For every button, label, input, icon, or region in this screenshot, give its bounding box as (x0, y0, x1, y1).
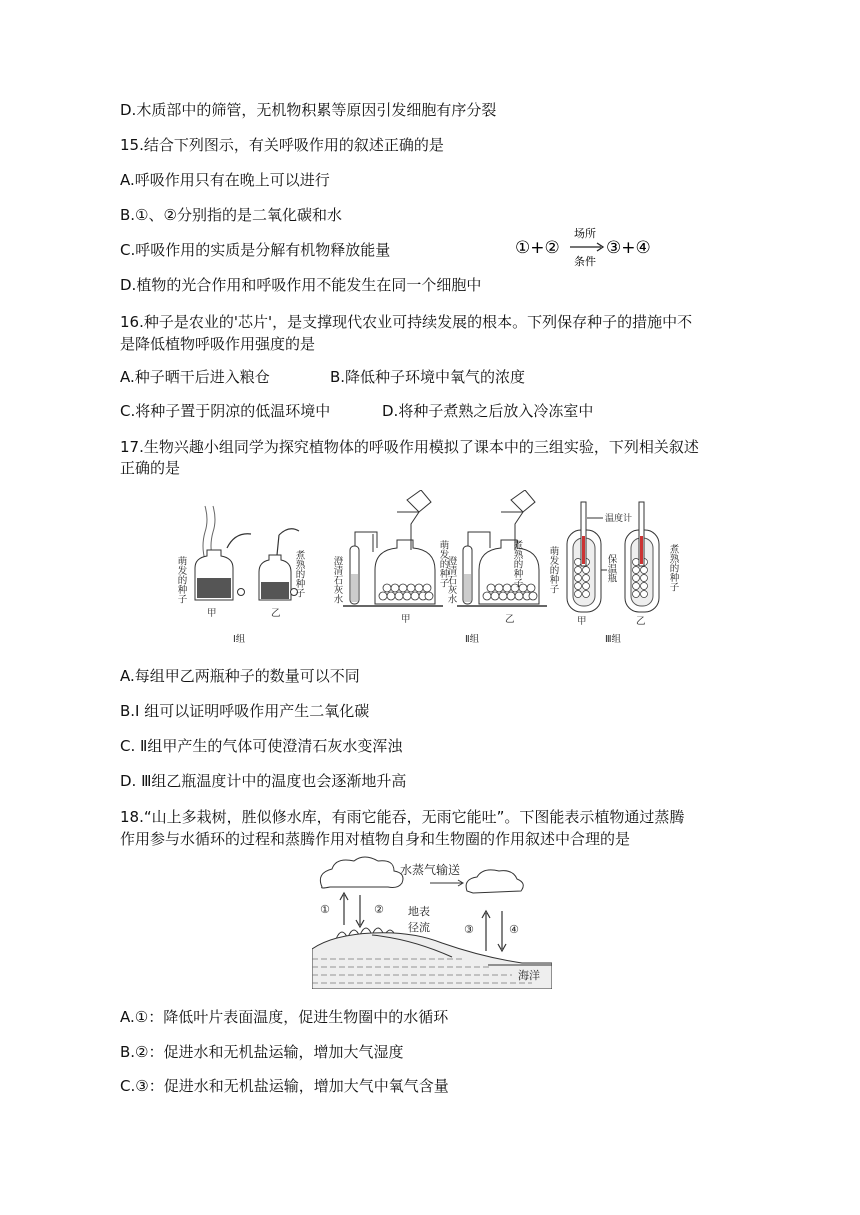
q15-option-c: C.呼吸作用的实质是分解有机物释放能量 (120, 241, 391, 259)
q14-option-d: D.木质部中的筛管，无机物积累等原因引发细胞有序分裂 (120, 101, 497, 119)
g3-label-yi: 乙 (636, 616, 646, 627)
g1-label-jia: 甲 (207, 608, 217, 619)
g2j-label-sprouting: 萌发的种子 (437, 540, 449, 588)
group1-setup (176, 506, 306, 645)
label-n4: ④ (509, 923, 519, 936)
q17-option-c: C. Ⅱ组甲产生的气体可使澄清石灰水变浑浊 (120, 737, 403, 755)
q16-option-d: D.将种子煮熟之后放入冷冻室中 (382, 402, 594, 420)
q15-option-a: A.呼吸作用只有在晚上可以进行 (120, 171, 330, 189)
g2y-label-yi: 乙 (505, 614, 515, 625)
label-vapor: 水蒸气输送 (400, 863, 461, 877)
g3-label-thermometer: 温度计 (605, 514, 633, 524)
q18-option-b: B.②：促进水和无机盐运输，增加大气湿度 (120, 1043, 404, 1061)
g1-label-boiled: 煮熟的种子 (293, 550, 305, 598)
formula-left: ①+② (515, 238, 560, 258)
group3-setup (548, 502, 680, 645)
group1-label: Ⅰ组 (233, 634, 246, 645)
label-runoff-1: 地表 (408, 905, 430, 918)
q15-option-d: D.植物的光合作用和呼吸作用不能发生在同一个细胞中 (120, 276, 482, 294)
formula-right: ③+④ (606, 238, 651, 258)
q17-option-b: B.I 组可以证明呼吸作用产生二氧化碳 (120, 702, 370, 720)
q16-option-a: A.种子晒干后进入粮仓 (120, 368, 270, 386)
g3-label-thermos: 保温瓶 (605, 554, 617, 583)
label-runoff-2: 径流 (408, 921, 430, 934)
label-n3: ③ (464, 923, 474, 936)
q15-stem: 15.结合下列图示，有关呼吸作用的叙述正确的是 (120, 136, 444, 154)
g2y-label-limewater: 澄清石灰水 (445, 556, 457, 604)
g3-label-jia: 甲 (577, 616, 587, 627)
g3-label-boiled: 煮熟的种子 (667, 544, 679, 592)
group3-label: Ⅲ组 (605, 634, 622, 645)
water-cycle-figure (312, 853, 552, 989)
g3-label-sprouting: 萌发的种子 (547, 546, 559, 594)
q18-option-a: A.①：降低叶片表面温度，促进生物圈中的水循环 (120, 1008, 449, 1026)
q16-stem-line1: 16.种子是农业的'芯片'，是支撑现代农业可持续发展的根本。下列保存种子的措施中不 (120, 313, 693, 331)
group2-yi-setup (446, 490, 548, 645)
q17-option-d: D. Ⅲ组乙瓶温度计中的温度也会逐渐地升高 (120, 772, 407, 790)
q18-stem-line1: 18.“山上多栽树，胜似修水库，有雨它能吞，无雨它能吐”。下图能表示植物通过蒸腾 (120, 808, 685, 826)
formula-below: 条件 (574, 255, 596, 268)
label-n2: ② (374, 903, 384, 916)
q17-stem-line2: 正确的是 (120, 459, 181, 477)
label-n1: ① (320, 903, 330, 916)
formula-above: 场所 (574, 227, 596, 240)
g2j-label-jia: 甲 (401, 614, 411, 625)
q18-stem-line2: 作用参与水循环的过程和蒸腾作用对植物自身和生物圈的作用叙述中合理的是 (120, 830, 631, 848)
q16-stem-line2: 是降低植物呼吸作用强度的是 (120, 335, 316, 353)
q16-option-b: B.降低种子环境中氧气的浓度 (330, 368, 526, 386)
label-ocean: 海洋 (518, 969, 540, 982)
respiration-formula (515, 222, 665, 270)
q17-option-a: A.每组甲乙两瓶种子的数量可以不同 (120, 667, 360, 685)
q16-option-c: C.将种子置于阴凉的低温环境中 (120, 402, 331, 420)
g2j-label-limewater: 澄清石灰水 (331, 556, 343, 604)
g1-label-yi: 乙 (271, 608, 281, 619)
q17-stem-line1: 17.生物兴趣小组同学为探究植物体的呼吸作用模拟了课本中的三组实验，下列相关叙述 (120, 438, 699, 456)
group2-jia-setup (332, 490, 450, 625)
g2y-label-boiled: 煮熟的种子 (511, 540, 523, 588)
q18-option-c: C.③：促进水和无机盐运输，增加大气中氧气含量 (120, 1077, 449, 1095)
q15-option-b: B.①、②分别指的是二氧化碳和水 (120, 206, 342, 224)
group2-label: Ⅱ组 (465, 634, 480, 645)
respiration-experiment-figure (175, 490, 695, 655)
g1-label-sprouting: 萌发的种子 (175, 556, 187, 604)
